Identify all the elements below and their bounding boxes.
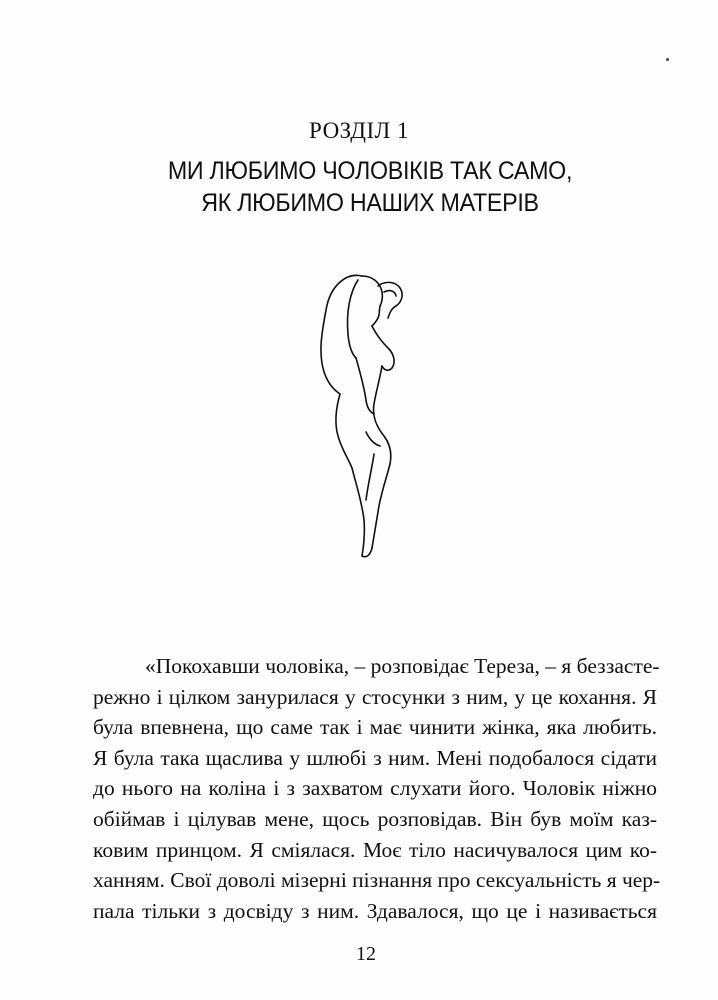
body-line: обіймав і цілував мене, щось розповідав. Він був моїм каз- (93, 806, 657, 831)
body-line: ханням. Свої доволі мізерні пізнання про сексуальність я чер- (93, 868, 661, 893)
chapter-label: РОЗДІЛ 1 (309, 118, 409, 143)
print-speck (666, 58, 669, 61)
body-line: «Покохавши чоловіка, – розповідає Тереза, – я беззасте- (145, 654, 660, 678)
body-line: Я була така щаслива у шлюбі з ним. Мені подобалося сідати (93, 745, 657, 770)
chapter-title (82, 155, 659, 219)
chapter-title-line-2: ЯК ЛЮБИМО НАШИХ МАТЕРІВ (201, 189, 539, 217)
body-line: ковим принцом. Я сміялася. Моє тіло насичувалося цим ко- (93, 837, 657, 862)
body-line: до нього на коліна і з захватом слухати його. Чоловік ніжно (93, 776, 657, 801)
page-number: 12 (356, 943, 376, 965)
body-paragraph (93, 651, 661, 926)
body-line: була впевнена, що саме так і має чинити жінка, яка любить. (93, 715, 657, 740)
female-figure-icon (300, 262, 430, 562)
body-line: пала тільки з досвіду з ним. Здавалося, що це і називається (93, 898, 657, 923)
body-line: режно і цілком занурилася у стосунки з ним, у це кохання. Я (93, 684, 657, 709)
chapter-title-line-1: МИ ЛЮБИМО ЧОЛОВІКІВ ТАК САМО, (167, 157, 573, 185)
